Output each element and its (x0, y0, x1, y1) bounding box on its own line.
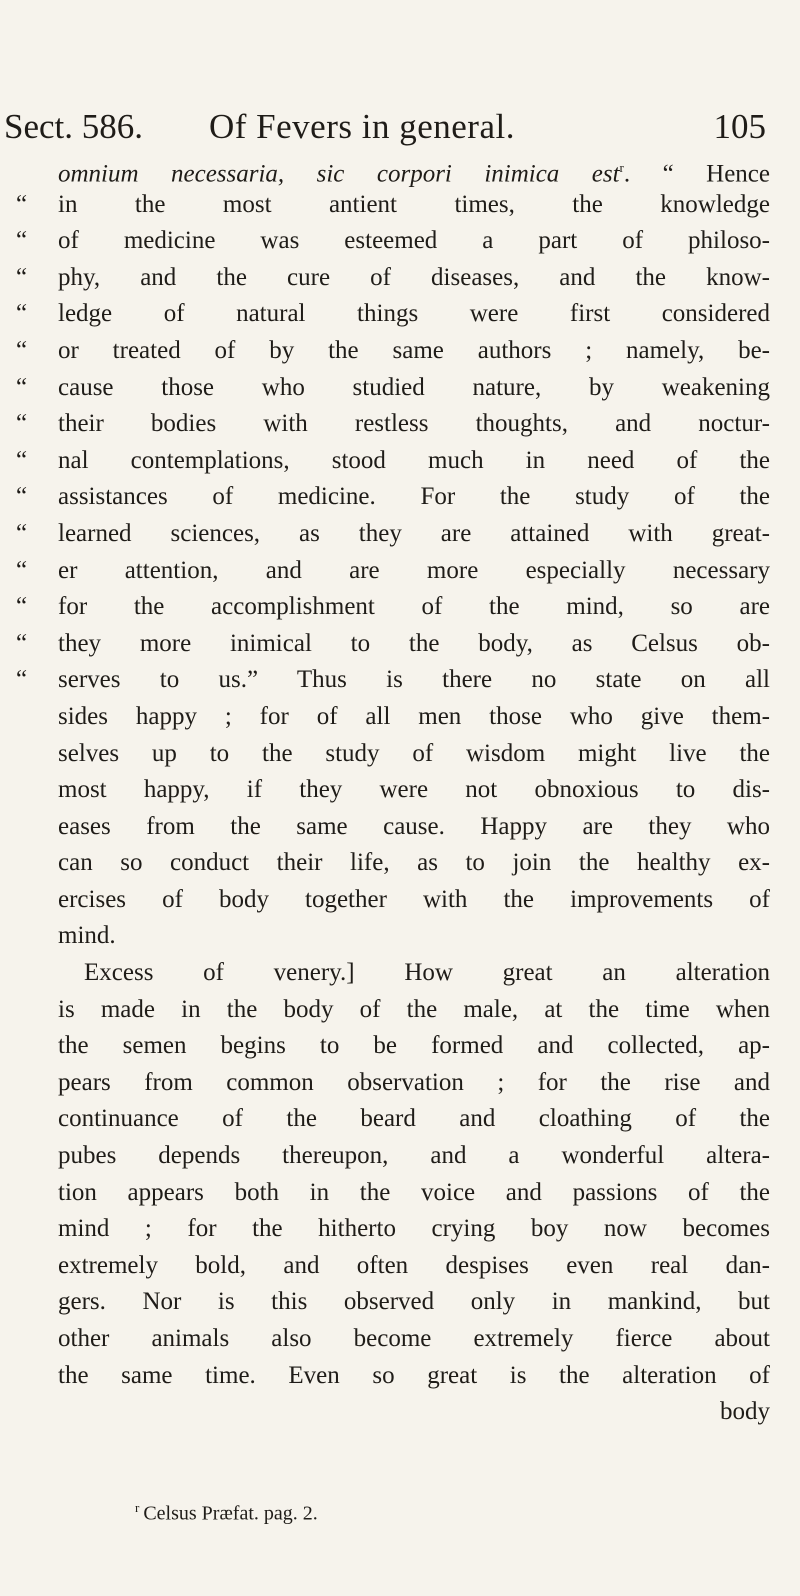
text-line (58, 150, 770, 187)
text-line: mind. (58, 922, 116, 950)
text-line: extremely bold, and often despises even real dan- (58, 1251, 770, 1279)
line-text: their bodies with restless thoughts, and noctur- (58, 410, 770, 438)
text-line: tion appears both in the voice and passions of the (58, 1178, 770, 1206)
quoted-line (16, 626, 770, 663)
page-number: 105 (713, 107, 766, 146)
quoted-line (16, 260, 770, 297)
quoted-line (16, 479, 770, 516)
quoted-line (16, 370, 770, 407)
quoted-line (16, 187, 770, 224)
quoted-line (16, 443, 770, 480)
quoted-line (16, 406, 770, 443)
line-text: phy, and the cure of diseases, and the know- (58, 263, 770, 291)
latin-quotation: omnium necessaria, sic corpori inimica est (58, 160, 620, 188)
quoted-line (16, 589, 770, 626)
quote-mark: “ (16, 227, 28, 255)
text-line: gers. Nor is this observed only in mankind, but (58, 1288, 770, 1316)
line-text: nal contemplations, stood much in need of the (58, 446, 770, 474)
footnote-reference: r (619, 160, 624, 175)
quote-mark: “ (16, 373, 28, 401)
line-text: er attention, and are more especially necessary (58, 556, 770, 584)
text-line: the same time. Even so great is the alteration of (58, 1361, 770, 1389)
text-line: pears from common observation ; for the rise and (58, 1068, 770, 1096)
quoted-line (16, 553, 770, 590)
paragraph-opening-line: Excess of venery.] How great an alteration (84, 959, 770, 987)
text-line: eases from the same cause. Happy are they who (58, 812, 770, 840)
quote-mark: “ (16, 446, 28, 474)
quote-mark: “ (16, 300, 28, 328)
line-text: ledge of natural things were first considered (58, 300, 770, 328)
text-line: sides happy ; for of all men those who give them- (58, 702, 770, 730)
quote-mark: “ (16, 519, 28, 547)
quoted-line (16, 296, 770, 333)
quote-mark: “ (16, 629, 28, 657)
text-line: can so conduct their life, as to join the healthy ex- (58, 849, 770, 877)
text-line: most happy, if they were not obnoxious to dis- (58, 776, 770, 804)
quote-mark: “ (16, 263, 28, 291)
quote-mark: “ (16, 666, 28, 694)
footnote (135, 1494, 318, 1528)
line-text: assistances of medicine. For the study of the (58, 483, 770, 511)
line-text: in the most antient times, the knowledge (58, 190, 770, 218)
quote-mark: “ (16, 556, 28, 584)
quoted-line (16, 333, 770, 370)
line-text: serves to us.” Thus is there no state on all (58, 666, 770, 694)
quote-mark: “ (16, 483, 28, 511)
quoted-line (16, 516, 770, 553)
text-line: pubes depends thereupon, and a wonderful altera- (58, 1142, 770, 1170)
quoted-line (16, 223, 770, 260)
text-line: the semen begins to be formed and collected, ap- (58, 1032, 770, 1060)
quote-mark: “ (16, 336, 28, 364)
text-line: ercises of body together with the improvements of (58, 885, 770, 913)
line-text: they more inimical to the body, as Celsus ob- (58, 629, 770, 657)
text-line: other animals also become extremely fierce about (58, 1325, 770, 1352)
section-number: Sect. 586. (4, 107, 144, 146)
text-line: mind ; for the hitherto crying boy now becomes (58, 1215, 770, 1243)
catchword: body (720, 1398, 770, 1426)
quote-mark: “ (16, 410, 28, 438)
running-head (4, 104, 774, 150)
line-text: learned sciences, as they are attained with great- (58, 519, 770, 547)
line-text: of medicine was esteemed a part of philoso- (58, 227, 770, 255)
quoted-line (16, 662, 770, 699)
quote-mark: “ (16, 190, 28, 218)
footnote-mark: r (135, 1500, 140, 1515)
quote-mark: “ (16, 593, 28, 621)
body-text (16, 150, 770, 1431)
chapter-title: Of Fevers in general. (209, 107, 515, 146)
text-line: selves up to the study of wisdom might live the (58, 739, 770, 767)
text-line: is made in the body of the male, at the time when (58, 995, 770, 1023)
text-line: continuance of the beard and cloathing of the (58, 1105, 770, 1133)
footnote-text: Celsus Præfat. pag. 2. (143, 1502, 318, 1525)
line-text: for the accomplishment of the mind, so are (58, 593, 770, 621)
line-text: or treated of by the same authors ; namely, be- (58, 336, 770, 364)
line-text: cause those who studied nature, by weakening (58, 373, 770, 401)
text-line-rest: . “ Hence (623, 160, 770, 188)
